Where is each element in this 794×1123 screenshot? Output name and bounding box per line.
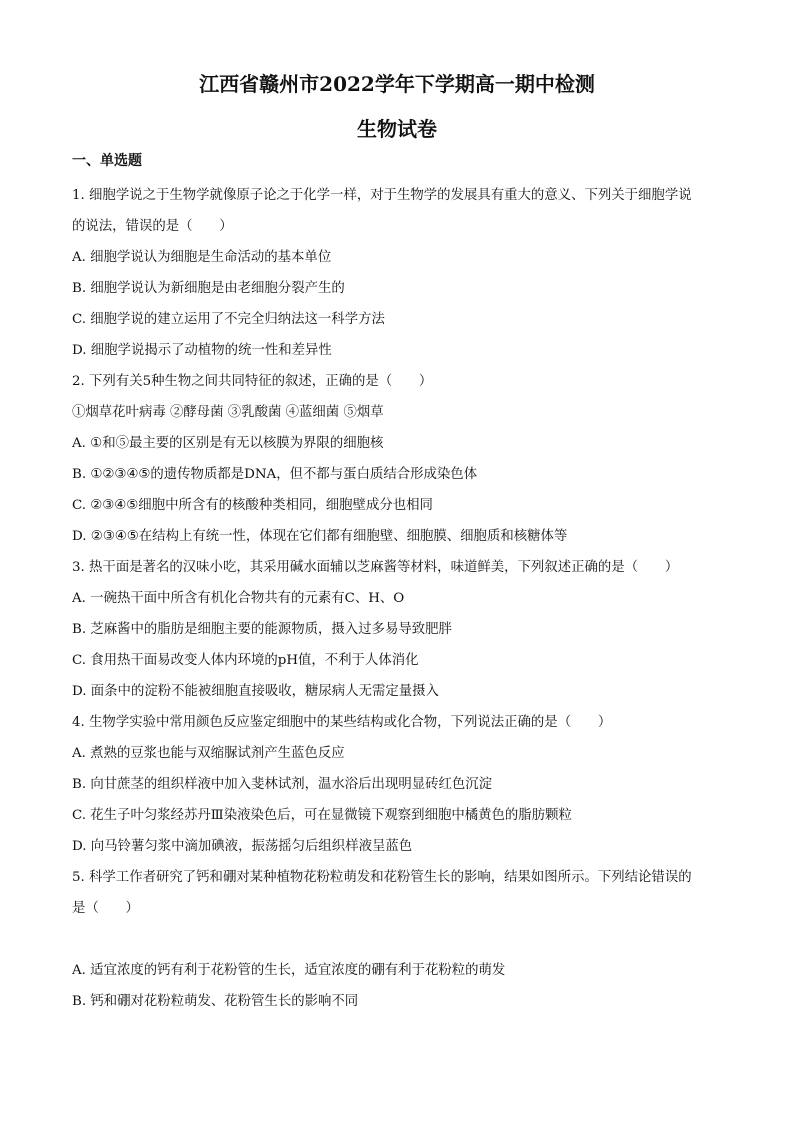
question-3 — [72, 552, 727, 707]
option-c: C. 花生子叶匀浆经苏丹Ⅲ染液染色后，可在显微镜下观察到细胞中橘黄色的脂肪颗粒 — [72, 808, 572, 823]
question-stem-line: 2. 下列有关5种生物之间共同特征的叙述，正确的是（ ） — [72, 374, 433, 389]
option-b: B. 芝麻酱中的脂肪是细胞主要的能源物质，摄入过多易导致肥胖 — [72, 622, 452, 637]
question-1 — [72, 180, 727, 366]
option-d: D. 面条中的淀粉不能被细胞直接吸收，糖尿病人无需定量摄入 — [72, 684, 439, 699]
question-2 — [72, 366, 727, 552]
option-b: B. 细胞学说认为新细胞是由老细胞分裂产生的 — [72, 281, 345, 296]
option-a: A. 一碗热干面中所含有机化合物共有的元素有C、H、O — [72, 591, 405, 606]
option-a: A. 细胞学说认为细胞是生命活动的基本单位 — [72, 250, 332, 265]
option-b: B. 钙和硼对花粉粒萌发、花粉管生长的影响不同 — [72, 994, 359, 1009]
option-a: A. 适宜浓度的钙有利于花粉管的生长，适宜浓度的硼有利于花粉粒的萌发 — [72, 963, 506, 978]
option-c: C. 细胞学说的建立运用了不完全归纳法这一科学方法 — [72, 312, 385, 327]
option-a: A. 煮熟的豆浆也能与双缩脲试剂产生蓝色反应 — [72, 746, 345, 761]
option-d: D. ②③④⑤在结构上有统一性，体现在它们都有细胞壁、细胞膜、细胞质和核糖体等 — [72, 529, 568, 544]
option-d: D. 细胞学说揭示了动植物的统一性和差异性 — [72, 343, 332, 358]
option-b: B. 向甘蔗茎的组织样液中加入斐林试剂，温水浴后出现明显砖红色沉淀 — [72, 777, 493, 792]
question-5 — [72, 862, 727, 1017]
option-d: D. 向马铃薯匀浆中滴加碘液，振荡摇匀后组织样液呈蓝色 — [72, 839, 413, 854]
question-stem-line: 的说法，错误的是（ ） — [72, 219, 233, 234]
exam-subtitle: 生物试卷 — [357, 117, 437, 141]
question-stem-line: 4. 生物学实验中常用颜色反应鉴定细胞中的某些结构或化合物，下列说法正确的是（ ） — [72, 715, 612, 730]
question-4 — [72, 707, 727, 862]
question-stem-line: 3. 热干面是著名的汉味小吃，其采用碱水面辅以芝麻酱等材料，味道鲜美，下列叙述正确的是（ ） — [72, 560, 679, 575]
option-c: C. ②③④⑤细胞中所含有的核酸种类相同，细胞壁成分也相同 — [72, 498, 433, 513]
question-stem-line: 5. 科学工作者研究了钙和硼对某种植物花粉粒萌发和花粉管生长的影响，结果如图所示。下列结论错误的 — [72, 870, 692, 885]
figure-placeholder — [72, 924, 727, 955]
question-stem-line: ①烟草花叶病毒 ②酵母菌 ③乳酸菌 ④蓝细菌 ⑤烟草 — [72, 405, 384, 420]
option-a: A. ①和⑤最主要的区别是有无以核膜为界限的细胞核 — [72, 436, 384, 451]
question-list — [72, 180, 727, 1017]
option-c: C. 食用热干面易改变人体内环境的pH值，不利于人体消化 — [72, 653, 419, 668]
section-heading: 一、单选题 — [72, 153, 142, 169]
exam-title: 江西省赣州市2022学年下学期高一期中检测 — [199, 72, 595, 96]
option-b: B. ①②③④⑤的遗传物质都是DNA，但不都与蛋白质结合形成染色体 — [72, 467, 478, 482]
question-stem-line: 1. 细胞学说之于生物学就像原子论之于化学一样，对于生物学的发展具有重大的意义、下列关于细胞学说 — [72, 188, 692, 203]
question-stem-line: 是（ ） — [72, 901, 139, 916]
